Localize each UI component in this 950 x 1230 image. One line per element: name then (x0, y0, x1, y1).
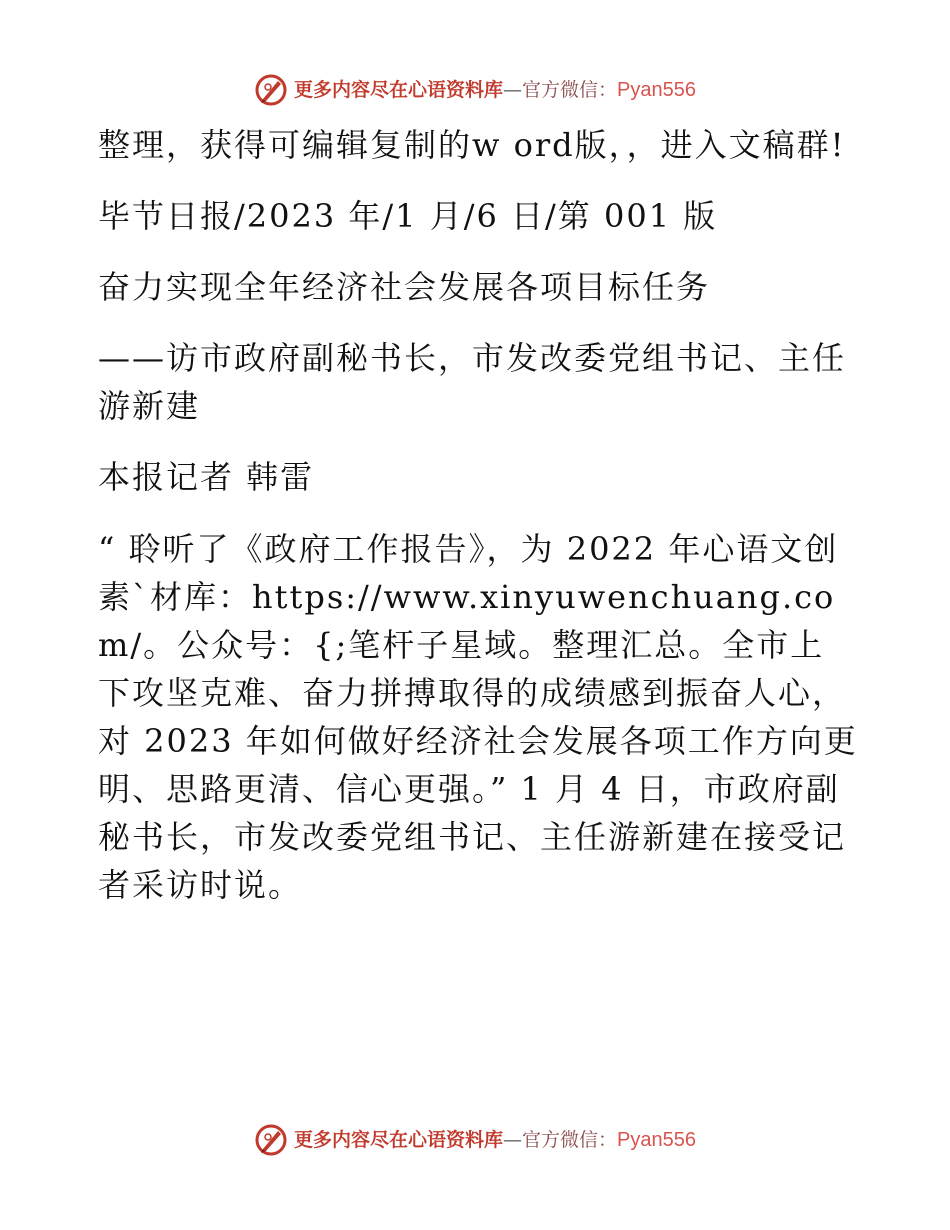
banner-lead-text: 更多内容尽在心语资料库 (294, 1128, 504, 1151)
banner-text (294, 80, 696, 100)
article-subtitle: ——访市政府副秘书长，市发改委党组书记、主任游新建 (98, 339, 847, 425)
banner-separator: — (503, 1128, 523, 1151)
banner-wechat-id: Pyan556 (617, 79, 696, 101)
body-paragraph: “ 聆听了《政府工作报告》，为 2022 年心语文创素`材库：https://www.xinyuwenchuang.com/。公众号：{;笔杆子星域。整理汇总。全市上下攻坚克难、奋力拼搏取得的成绩感到振奋人心，对 2023 年如何做好经济社会发展各项工作方向更明、思路更清、信心更强。” 1 月 4 日，市政府副秘书长，市发改委党组书记、主任游新建在接受记者采访时说。 (98, 530, 858, 904)
banner-label: 官方微信： (522, 78, 618, 101)
banner-lead-text: 更多内容尽在心语资料库 (294, 78, 504, 101)
document-body (98, 121, 858, 909)
banner-content (254, 73, 696, 107)
banner-label: 官方微信： (522, 1128, 618, 1151)
byline: 本报记者 韩雷 (98, 458, 315, 496)
banner-wechat-id: Pyan556 (617, 1129, 696, 1151)
banner-content (254, 1123, 696, 1157)
article-title: 奋力实现全年经济社会发展各项目标任务 (98, 268, 711, 306)
source-line: 毕节日报/2023 年/1 月/6 日/第 001 版 (98, 197, 718, 235)
quill-pen-logo-icon (254, 73, 288, 107)
banner-text (294, 1130, 696, 1150)
banner-separator: — (503, 78, 523, 101)
footer-banner (0, 1120, 950, 1160)
quill-pen-logo-icon (254, 1123, 288, 1157)
header-banner (0, 70, 950, 110)
intro-paragraph: 整理，获得可编辑复制的w ord版，，进入文稿群! (98, 126, 846, 164)
